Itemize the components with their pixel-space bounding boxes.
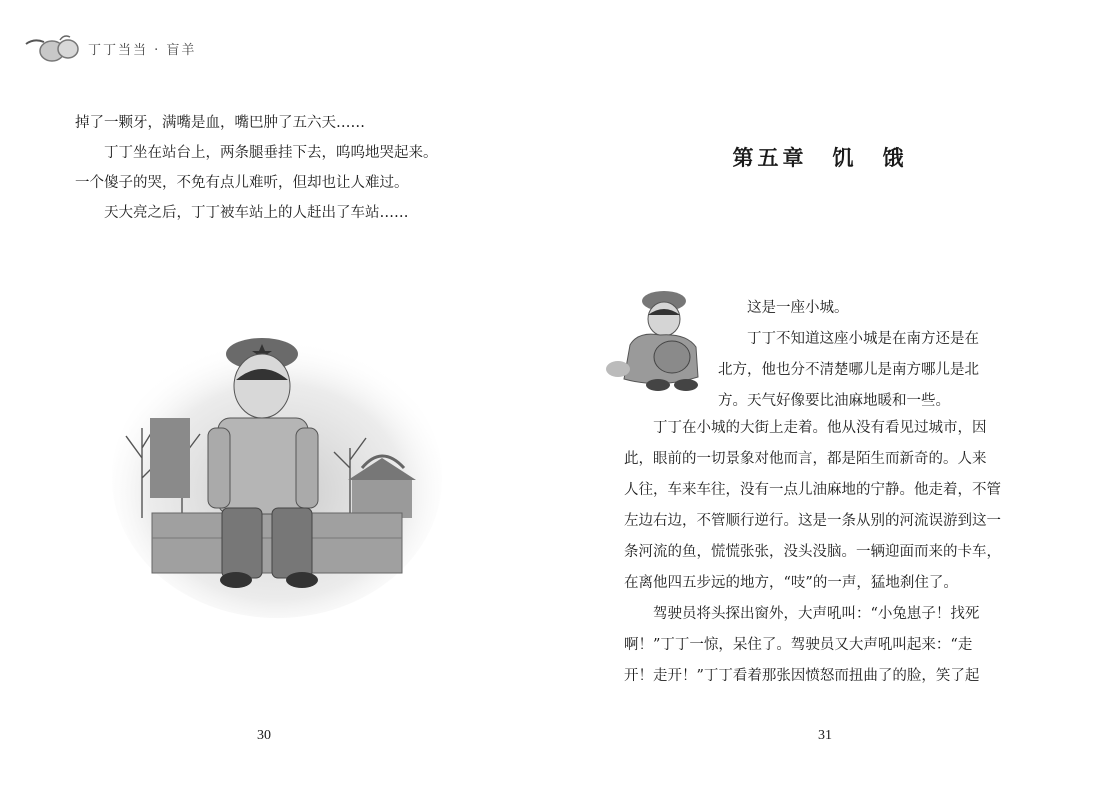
- boy-sitting-illustration: [112, 318, 442, 618]
- chapter-title: 第五章 饥 饿: [732, 145, 908, 170]
- paragraph: 此，眼前的一切景象对他而言，都是陌生而新奇的。人来: [624, 451, 987, 467]
- paragraph: 北方，他也分不清楚哪儿是南方哪儿是北: [718, 362, 979, 378]
- left-page-text: [75, 108, 475, 228]
- paragraph: 条河流的鱼，慌慌张张，没头没脑。一辆迎面而来的卡车，: [624, 544, 1001, 560]
- page-number-right: 31: [818, 728, 832, 743]
- series-logo-text: 丁丁当当 · 盲羊: [88, 42, 197, 58]
- paragraph: 掉了一颗牙，满嘴是血，嘴巴肿了五六天……: [75, 115, 365, 131]
- paragraph: 啊！”丁丁一惊，呆住了。驾驶员又大声吼叫起来：“走: [624, 637, 973, 653]
- right-page-text: [624, 413, 1024, 692]
- paragraph: 方。天气好像要比油麻地暖和一些。: [718, 393, 950, 409]
- paragraph: 一个傻子的哭，不免有点儿难听，但却也让人难过。: [75, 175, 409, 191]
- paragraph: 开！走开！”丁丁看着那张因愤怒而扭曲了的脸，笑了起: [624, 668, 980, 684]
- paragraph: 驾驶员将头探出窗外，大声吼叫：“小兔崽子！找死: [653, 606, 980, 622]
- page-number-left: 30: [257, 728, 271, 743]
- paragraph: 天大亮之后，丁丁被车站上的人赶出了车站……: [104, 205, 409, 221]
- paragraph: 这是一座小城。: [747, 300, 849, 316]
- paragraph: 丁丁在小城的大街上走着。他从没有看见过城市，因: [653, 420, 987, 436]
- paragraph: 在离他四五步远的地方，“吱”的一声，猛地刹住了。: [624, 575, 958, 591]
- paragraph: 丁丁不知道这座小城是在南方还是在: [747, 331, 979, 347]
- paragraph: 人往，车来车往，没有一点儿油麻地的宁静。他走着，不管: [624, 482, 1001, 498]
- paragraph: 丁丁坐在站台上，两条腿垂挂下去，呜呜地哭起来。: [104, 145, 438, 161]
- paragraph: 左边右边，不管顺行逆行。这是一条从别的河流误游到这一: [624, 513, 1001, 529]
- boy-crouching-illustration: [600, 285, 712, 397]
- gourd-logo-icon: [24, 32, 82, 64]
- series-logo: [24, 30, 196, 66]
- right-page-wrapped-text: [718, 293, 1023, 417]
